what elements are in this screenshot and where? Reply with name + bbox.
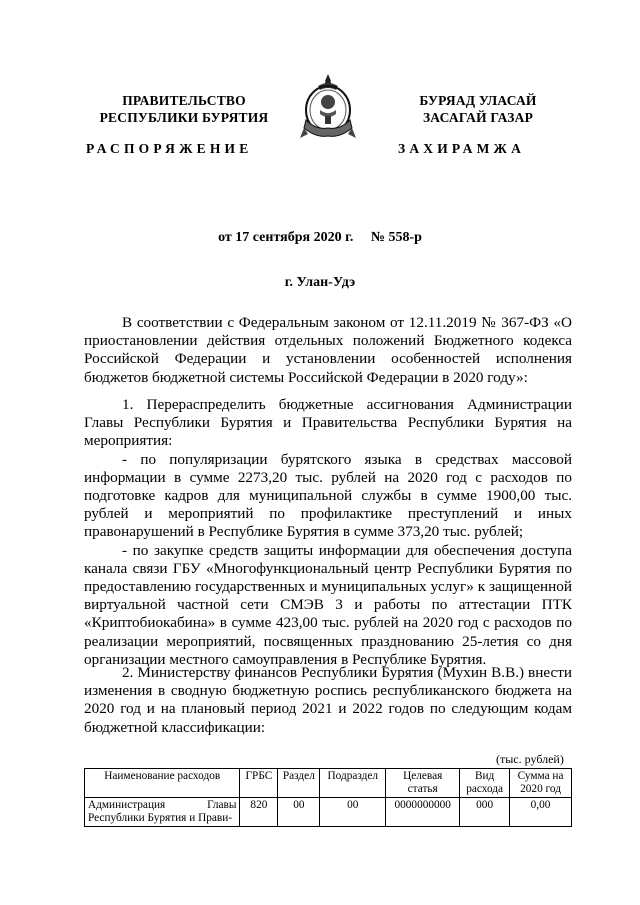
table-header-cell: Целевая статья [386, 769, 460, 798]
left-header [72, 92, 296, 126]
table-header-cell: Раздел [278, 769, 320, 798]
left-header-line2: РЕСПУБЛИКИ БУРЯТИЯ [99, 110, 269, 125]
table-header-cell: Сумма на 2020 год [510, 769, 572, 798]
item-1-dash-1: - по популяризации бурятского языка в средствах массовой информации в сумме 2273,20 тыс. рублей на 2020 год с расходов по подготовке кадров для муниципальной службы в сумме 1900,00 тыс. рублей и мероприятий по профилактике преступлений и иных правонарушений в Республике Бурятия в сумме 373,20 тыс. рублей; [84, 450, 572, 541]
date-number: от 17 сентября 2020 г. № 558-р [218, 230, 422, 245]
table-cell: 0000000000 [386, 798, 460, 827]
item-1 [84, 396, 572, 669]
item-1-dash-2: - по закупке средств защиты информации для обеспечения доступа канала связи ГБУ «Многофункциональный центр Республики Бурятия по предоставлению государственных и муниципальных услуг» к защищенной виртуальной частной сети СМЭВ 3 и работы по аттестации ПТК «Криптобиокабина» в сумме 423,00 тыс. рублей на 2020 год с расходов по реализации мероприятий, посвященных празднованию 25-летия со дня организации местного самоуправления в Республике Бурятия. [84, 541, 572, 668]
item-2-text: 2. Министерству финансов Республики Бурятия (Мухин В.В.) внести изменения в сводную бюджетную роспись республиканского бюджета на 2020 год и на плановый период 2021 и 2022 годов по следующим кодам бюджетной классификации: [84, 664, 572, 736]
city: г. Улан-Удэ [284, 275, 356, 290]
table-cell: 00 [320, 798, 386, 827]
right-header-line2: ЗАСАГАЙ ГАЗАР [422, 110, 534, 125]
table-cell: 820 [240, 798, 278, 827]
table-cell: 000 [460, 798, 510, 827]
item-2 [84, 664, 572, 737]
left-header-line1: ПРАВИТЕЛЬСТВО [122, 93, 246, 108]
item-1-text: 1. Перераспределить бюджетные ассигнования Администрации Главы Республики Бурятия и Правительства Республики Бурятия на мероприятия: [84, 396, 572, 450]
table-header-cell: Подраздел [320, 769, 386, 798]
intro-paragraph [84, 314, 572, 387]
table-row [85, 798, 572, 827]
table-header-cell: Вид расхода [460, 769, 510, 798]
table-cell: 0,00 [510, 798, 572, 827]
table-header-row [85, 769, 572, 798]
right-doc-type: ЗАХИРАМЖА [398, 141, 526, 156]
table-header-cell: ГРБС [240, 769, 278, 798]
right-header-line1: БУРЯАД УЛАСАЙ [419, 93, 537, 108]
table-header-cell: Наименование расходов [85, 769, 240, 798]
right-header [366, 92, 590, 126]
left-doc-type: РАСПОРЯЖЕНИЕ [86, 141, 253, 156]
table-unit: (тыс. рублей) [496, 752, 564, 766]
emblem-icon [298, 72, 358, 146]
table-cell: Администрация Главы Республики Бурятия и Прави- [85, 798, 240, 827]
table-cell: 00 [278, 798, 320, 827]
budget-table [84, 768, 572, 827]
intro-text: В соответствии с Федеральным законом от 12.11.2019 № 367-ФЗ «О приостановлении действия отдельных положений Бюджетного кодекса Российской Федерации и установлении особенностей исполнения бюджетов бюджетной системы Российской Федерации в 2020 году»: [84, 314, 572, 386]
